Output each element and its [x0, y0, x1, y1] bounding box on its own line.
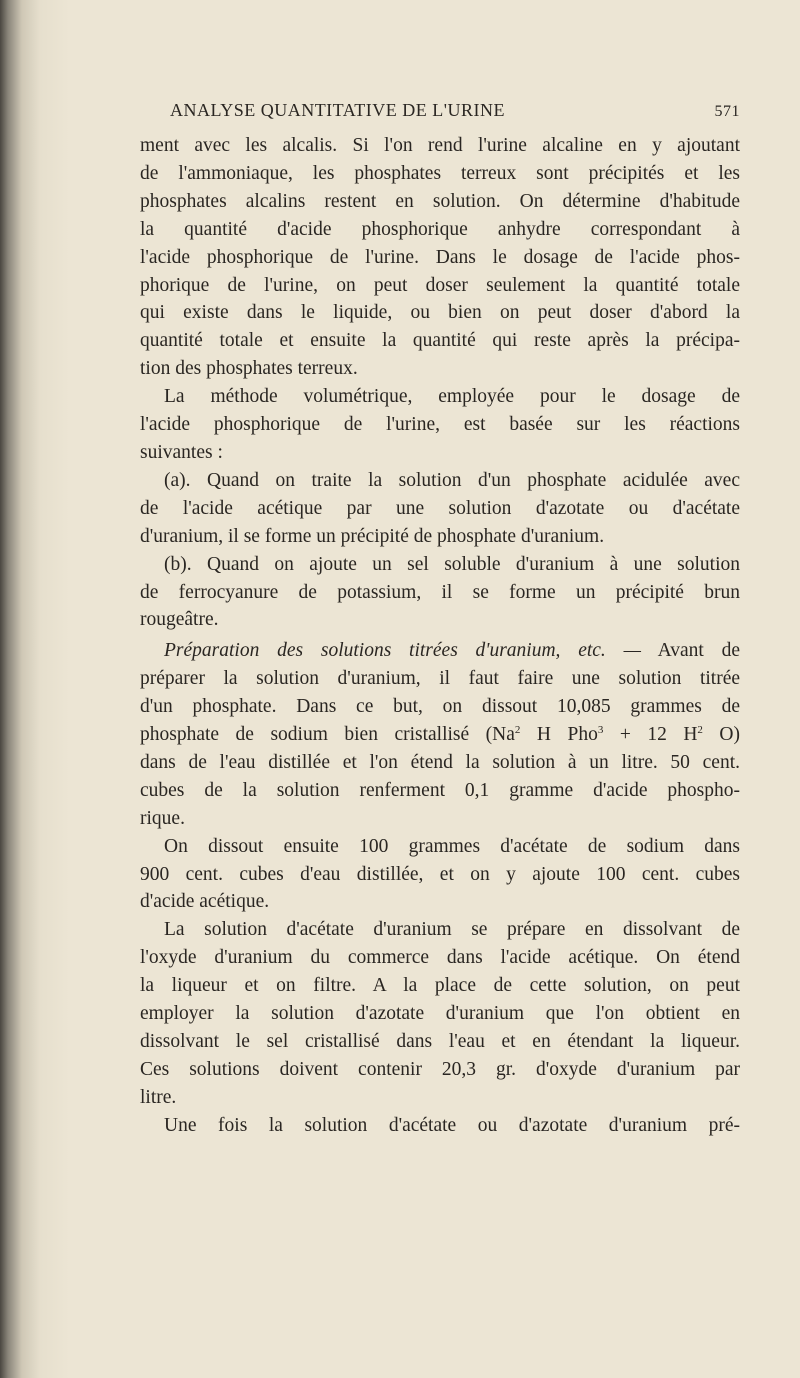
formula-sup: 3 [597, 724, 604, 737]
text-line: Une fois la solution d'acétate ou d'azotate d'uranium pré- [164, 1114, 740, 1136]
section-heading: Préparation des solutions titrées d'uranium, etc. — [164, 640, 641, 662]
formula-sup: 2 [697, 724, 703, 737]
page-number: 571 [714, 103, 740, 120]
page-content [140, 100, 740, 1140]
text-line: ment avec les alcalis. Si l'on rend l'urine alcaline en y ajoutant [140, 135, 740, 156]
text-line: de l'ammoniaque, les phosphates terreux sont précipités et les [140, 162, 740, 184]
running-header [170, 100, 740, 121]
formula-part: + 12 H [603, 724, 698, 746]
text-line: rique. [140, 807, 185, 829]
text-line: tion des phosphates terreux. [140, 358, 358, 380]
text-line: quantité totale et ensuite la quantité qui reste après la précipa- [140, 330, 740, 352]
text-line: 900 cent. cubes d'eau distillée, et on y ajoute 100 cent. cubes [140, 863, 740, 885]
text-line: l'acide phosphorique de l'urine. Dans le dosage de l'acide phos- [140, 246, 740, 268]
text-line: dans de l'eau distillée et l'on étend la solution à un litre. 50 cent. [140, 751, 740, 773]
formula-part: O) [702, 724, 740, 746]
text-line: phorique de l'urine, on peut doser seulement la quantité totale [140, 274, 740, 296]
text-line: qui existe dans le liquide, ou bien on peut doser d'abord la [140, 302, 740, 324]
text-line-formula [140, 721, 740, 749]
formula-part: H Pho [520, 724, 598, 746]
text-line: de l'acide acétique par une solution d'azotate ou d'acétate [140, 497, 740, 519]
text-line: l'oxyde d'uranium du commerce dans l'acide acétique. On étend [140, 947, 740, 969]
text-line: litre. [140, 1086, 177, 1108]
text-line: rougeâtre. [140, 609, 219, 631]
formula-lead: phosphate de sodium bien cristallisé (Na [140, 724, 515, 746]
text-line: cubes de la solution renferment 0,1 gramme d'acide phospho- [140, 779, 740, 801]
text-line: suivantes : [140, 441, 223, 463]
text-line: de ferrocyanure de potassium, il se forme un précipité brun [140, 581, 740, 603]
text-line: La solution d'acétate d'uranium se prépare en dissolvant de [164, 919, 740, 941]
text-line: La méthode volumétrique, employée pour le dosage de [164, 386, 740, 408]
text-line: d'un phosphate. Dans ce but, on dissout 10,085 grammes de [140, 696, 740, 718]
heading-continuation: Avant de [657, 640, 740, 662]
formula-sup: 2 [514, 724, 521, 737]
text-line: d'acide acétique. [140, 891, 270, 913]
text-line-heading [140, 637, 740, 665]
text-line: employer la solution d'azotate d'uranium que l'on obtient en [140, 1003, 740, 1025]
text-line: la quantité d'acide phosphorique anhydre correspondant à [140, 218, 740, 240]
running-title: ANALYSE QUANTITATIVE DE L'URINE [170, 100, 505, 120]
text-line: Ces solutions doivent contenir 20,3 gr. d'oxyde d'uranium par [140, 1058, 740, 1080]
text-line: l'acide phosphorique de l'urine, est basée sur les réactions [140, 414, 740, 436]
body-text [140, 132, 740, 1140]
text-line: préparer la solution d'uranium, il faut faire une solution titrée [140, 668, 740, 690]
text-line: la liqueur et on filtre. A la place de cette solution, on peut [140, 975, 740, 997]
text-line: (b). Quand on ajoute un sel soluble d'uranium à une solution [164, 553, 740, 575]
text-line: dissolvant le sel cristallisé dans l'eau et en étendant la liqueur. [140, 1031, 740, 1052]
text-line: (a). Quand on traite la solution d'un phosphate acidulée avec [164, 469, 740, 491]
text-line: phosphates alcalins restent en solution. On détermine d'habitude [140, 190, 740, 212]
text-line: d'uranium, il se forme un précipité de phosphate d'uranium. [140, 525, 605, 547]
text-line: On dissout ensuite 100 grammes d'acétate de sodium dans [164, 835, 740, 857]
